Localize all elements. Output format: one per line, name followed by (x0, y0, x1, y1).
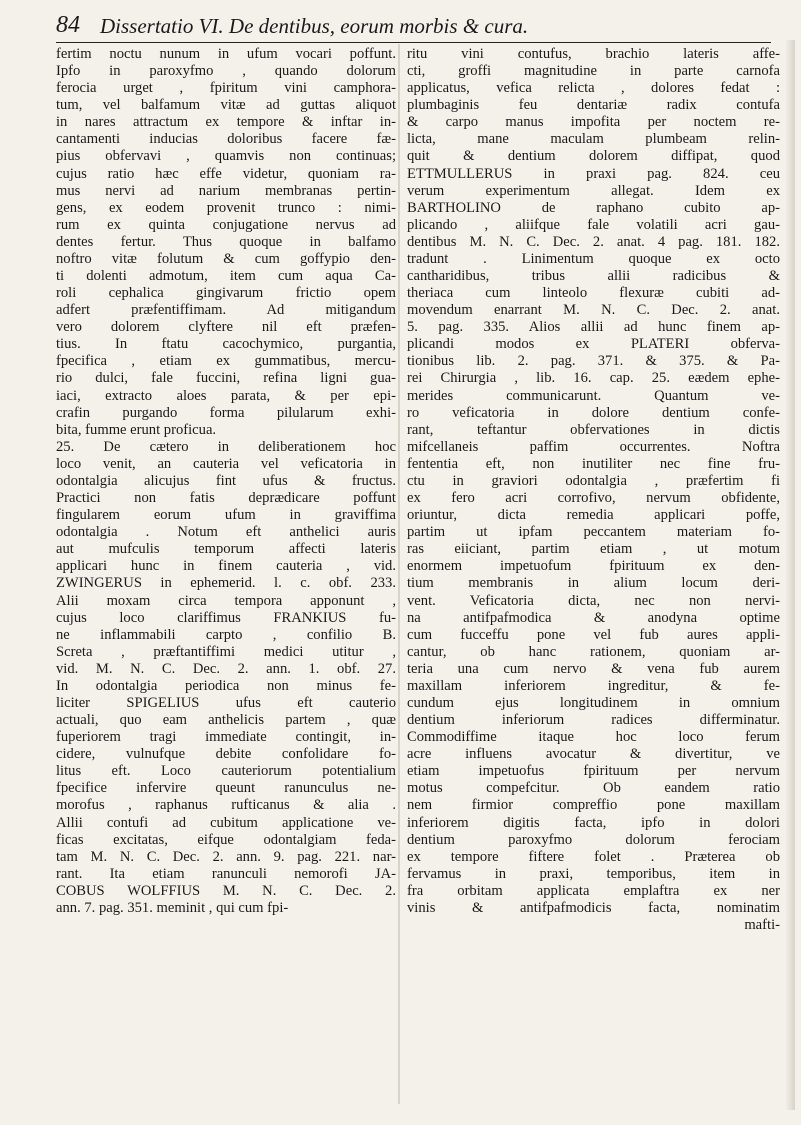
text-line: plicando , aliifque fale volatili acri gau- (407, 216, 780, 233)
text-line: nem firmior compreffio pone maxillam (407, 797, 780, 814)
text-line: vid. M. N. C. Dec. 2. ann. 1. obf. 27. (56, 660, 396, 677)
text-line: fuperiorem tragi immediate contingit, in- (56, 729, 396, 746)
text-line: Allii contufi ad cubitum applicatione ve- (56, 814, 396, 831)
text-line: acre influens avocatur & divertitur, ve (407, 746, 780, 763)
text-line: cujus ratio hæc effe videtur, quoniam ra- (56, 165, 396, 182)
text-line: ex fero acri corrofivo, nervum obfidente, (407, 490, 780, 507)
text-line: ritu vini contufus, brachio lateris affe- (407, 46, 780, 62)
text-line: 5. pag. 335. Alios allii ad hunc finem ap- (407, 319, 780, 336)
page-number: 84 (56, 12, 80, 38)
column-gutter (398, 44, 400, 1104)
text-line: fpecifice infervire queunt ranunculus ne- (56, 780, 396, 797)
text-line: plumbaginis feu dentariæ radix contufa (407, 97, 780, 114)
text-line: vent. Veficatoria dicta, nec non nervi- (407, 592, 780, 609)
text-line: plicandi modos ex PLATERI obferva- (407, 336, 780, 353)
text-line: tius. In ftatu cacochymico, purgantia, (56, 336, 396, 353)
text-line: licta, mane maculam plumbeam relin- (407, 131, 780, 148)
text-line: tium membranis in alium locum deri- (407, 575, 780, 592)
text-line: mus nervi ad narium membranas pertin- (56, 182, 396, 199)
text-line: bita, fumme erunt proficua. (56, 421, 217, 438)
text-line: morofus , raphanus rufticanus & alia . (56, 797, 396, 814)
text-line: ne inflammabili carpto , confilio B. (56, 626, 396, 643)
text-line: applicari hunc in finem cauteria , vid. (56, 558, 396, 575)
text-line: teria una cum nervo & vena fub aurem (407, 660, 780, 677)
text-line: dentium inferiorum radices differminatur. (407, 712, 780, 729)
text-line: fertim noctu nunum in ufum vocari poffunt. (56, 46, 396, 62)
text-line: ficas excitatas, eifque odontalgiam feda- (56, 831, 396, 848)
text-line: COBUS WOLFFIUS M. N. C. Dec. 2. (56, 882, 396, 899)
text-line: tionibus lib. 2. pag. 371. & 375. & Pa- (407, 353, 780, 370)
running-head: Dissertatio VI. De dentibus, eorum morbis & cura. (100, 14, 529, 38)
text-line: motus compefcitur. Ob eandem ratio (407, 780, 780, 797)
text-line: fervamus in praxi, temporibus, item in (407, 865, 780, 882)
text-line: liciter SPIGELIUS ufus eft cauterio (56, 694, 396, 711)
text-line: crafin purgando forma pilularum exhi- (56, 404, 396, 421)
text-line: ex tempore fiftere folet . Præterea ob (407, 848, 780, 865)
text-line: pius obfervavi , quamvis non continuas; (56, 148, 396, 165)
text-line: merides communicarunt. Quantum ve- (407, 387, 780, 404)
text-line: vero dolorem clyftere nil eft præfen- (56, 319, 396, 336)
text-line: movendum enarrant M. N. C. Dec. 2. anat. (407, 302, 780, 319)
text-line: quit & dentium dolorem diffipat, quod (407, 148, 780, 165)
text-line: cantharidibus, tribus allii radicibus & (407, 268, 780, 285)
text-line: cantamenti inducias doloribus facere fæ- (56, 131, 396, 148)
text-line: tradunt . Linimentum quoque ex octo (407, 250, 780, 267)
text-line: in nares attractum ex tempore & inftar in- (56, 114, 396, 131)
text-line: mifcellaneis paffim occurrentes. Noftra (407, 438, 780, 455)
text-line: maxillam inferiorem ingreditur, & fe- (407, 677, 780, 694)
text-line: cundum ejus longitudinem in omnium (407, 694, 780, 711)
text-line: dentes fertur. Thus quoque in balfamo (56, 233, 396, 250)
text-line: rant, teftantur obfervationes in dictis (407, 421, 780, 438)
text-line: roli cephalica gingivarum frictio opem (56, 285, 396, 302)
text-line: fpecifica , etiam ex gummatibus, mercu- (56, 353, 396, 370)
text-line: ETTMULLERUS in praxi pag. 824. ceu (407, 165, 780, 182)
text-line: Practici non fatis deprædicare poffunt (56, 490, 396, 507)
text-line: & carpo manus impofita per noctem re- (407, 114, 780, 131)
right-column (407, 46, 780, 934)
text-line: theriaca cum linteolo flexuræ cubiti ad- (407, 285, 780, 302)
text-line: oriuntur, dicta remedia applicari poffe, (407, 507, 780, 524)
text-line: inferiorem digitis facta, ipfo in dolori (407, 814, 780, 831)
text-line: fingularem eorum ufum in graviffima (56, 507, 396, 524)
text-line: iaci, extracto aloes parata, & per epi- (56, 387, 396, 404)
text-line: noftro vitæ folutum & cum goffypio den- (56, 250, 396, 267)
text-line: fra orbitam applicata emplaftra ex ner (407, 882, 780, 899)
text-line: rum ex quinta conjugatione nervus ad (56, 216, 396, 233)
text-line: odontalgia . Notum eft anthelici auris (56, 524, 396, 541)
text-line: dentibus M. N. C. Dec. 2. anat. 4 pag. 181. 182. (407, 233, 780, 250)
text-line: gens, ex eodem provenit trunco : nimi- (56, 199, 396, 216)
text-line: rei Chirurgia , lib. 16. cap. 25. eædem ephe- (407, 370, 780, 387)
page-header (56, 10, 771, 43)
page-edge-shadow (785, 40, 795, 1110)
text-line: cidere, vulnufque debite confolidare fo- (56, 746, 396, 763)
text-line: rant. Ita etiam ranunculi nemorofi JA- (56, 865, 396, 882)
text-line: ferocia urget , fpiritum vini camphora- (56, 80, 396, 97)
text-line: dentium paroxyfmo dolorum ferociam (407, 831, 780, 848)
text-line: ZWINGERUS in ephemerid. l. c. obf. 233. (56, 575, 396, 592)
text-line: cti, groffi magnitudine in parte carnofa (407, 63, 780, 80)
text-line: ann. 7. pag. 351. meminit , qui cum fpi- (56, 899, 289, 916)
text-line: tum, vel balfamum vitæ ad guttas aliquot (56, 97, 396, 114)
text-line: adfert præfentiffimam. Ad mitigandum (56, 302, 396, 319)
text-line: vinis & antifpafmodicis facta, nominatim (407, 899, 780, 916)
text-line: 25. De cætero in deliberationem hoc (56, 438, 396, 455)
text-line: Alii moxam circa tempora apponunt , (56, 592, 396, 609)
text-line: ro veficatoria in dolore dentium confe- (407, 404, 780, 421)
text-line: tam M. N. C. Dec. 2. ann. 9. pag. 221. nar- (56, 848, 396, 865)
text-line: rio dulci, fale fuccini, refina ligni gua- (56, 370, 396, 387)
text-line: etiam impetuofus fpirituum per nervum (407, 763, 780, 780)
text-line: loco venit, an cauteria vel veficatoria in (56, 455, 396, 472)
text-line: verum experimentum allegat. Idem ex (407, 182, 780, 199)
text-line: ti dolenti admotum, item cum aqua Ca- (56, 268, 396, 285)
text-line: fententia eft, non inutiliter nec fine fru- (407, 455, 780, 472)
text-line: mafti- (744, 916, 780, 933)
text-line: Screta , præftantiffimi medici utitur , (56, 643, 396, 660)
text-line: Ipfo in paroxyfmo , quando dolorum (56, 63, 396, 80)
text-line: applicatus, vefica relicta , dolores fedat : (407, 80, 780, 97)
text-line: odontalgia alicujus fint ufus & fructus. (56, 472, 396, 489)
text-line: cujus loco clariffimus FRANKIUS fu- (56, 609, 396, 626)
text-line: partim ut ipfam peccantem materiam fo- (407, 524, 780, 541)
text-line: Commodiffime itaque hoc loco ferum (407, 729, 780, 746)
text-line: cum fucceffu pone vel fub aures appli- (407, 626, 780, 643)
text-line: BARTHOLINO de raphano cubito ap- (407, 199, 780, 216)
text-line: ctu in graviori odontalgia , præfertim fi (407, 472, 780, 489)
text-line: ras eiiciant, partim etiam , ut motum (407, 541, 780, 558)
text-line: enormem impetuofum fpirituum ex den- (407, 558, 780, 575)
left-column (56, 46, 396, 917)
text-line: na antifpafmodica & anodyna optime (407, 609, 780, 626)
text-line: aut mufculis temporum affecti lateris (56, 541, 396, 558)
text-line: litus eft. Loco cauteriorum potentialium (56, 763, 396, 780)
text-line: actuali, quo eam anthelicis partem , quæ (56, 712, 396, 729)
text-line: cantur, ob hanc rationem, quoniam ar- (407, 643, 780, 660)
text-line: In odontalgia periodica non minus fe- (56, 677, 396, 694)
